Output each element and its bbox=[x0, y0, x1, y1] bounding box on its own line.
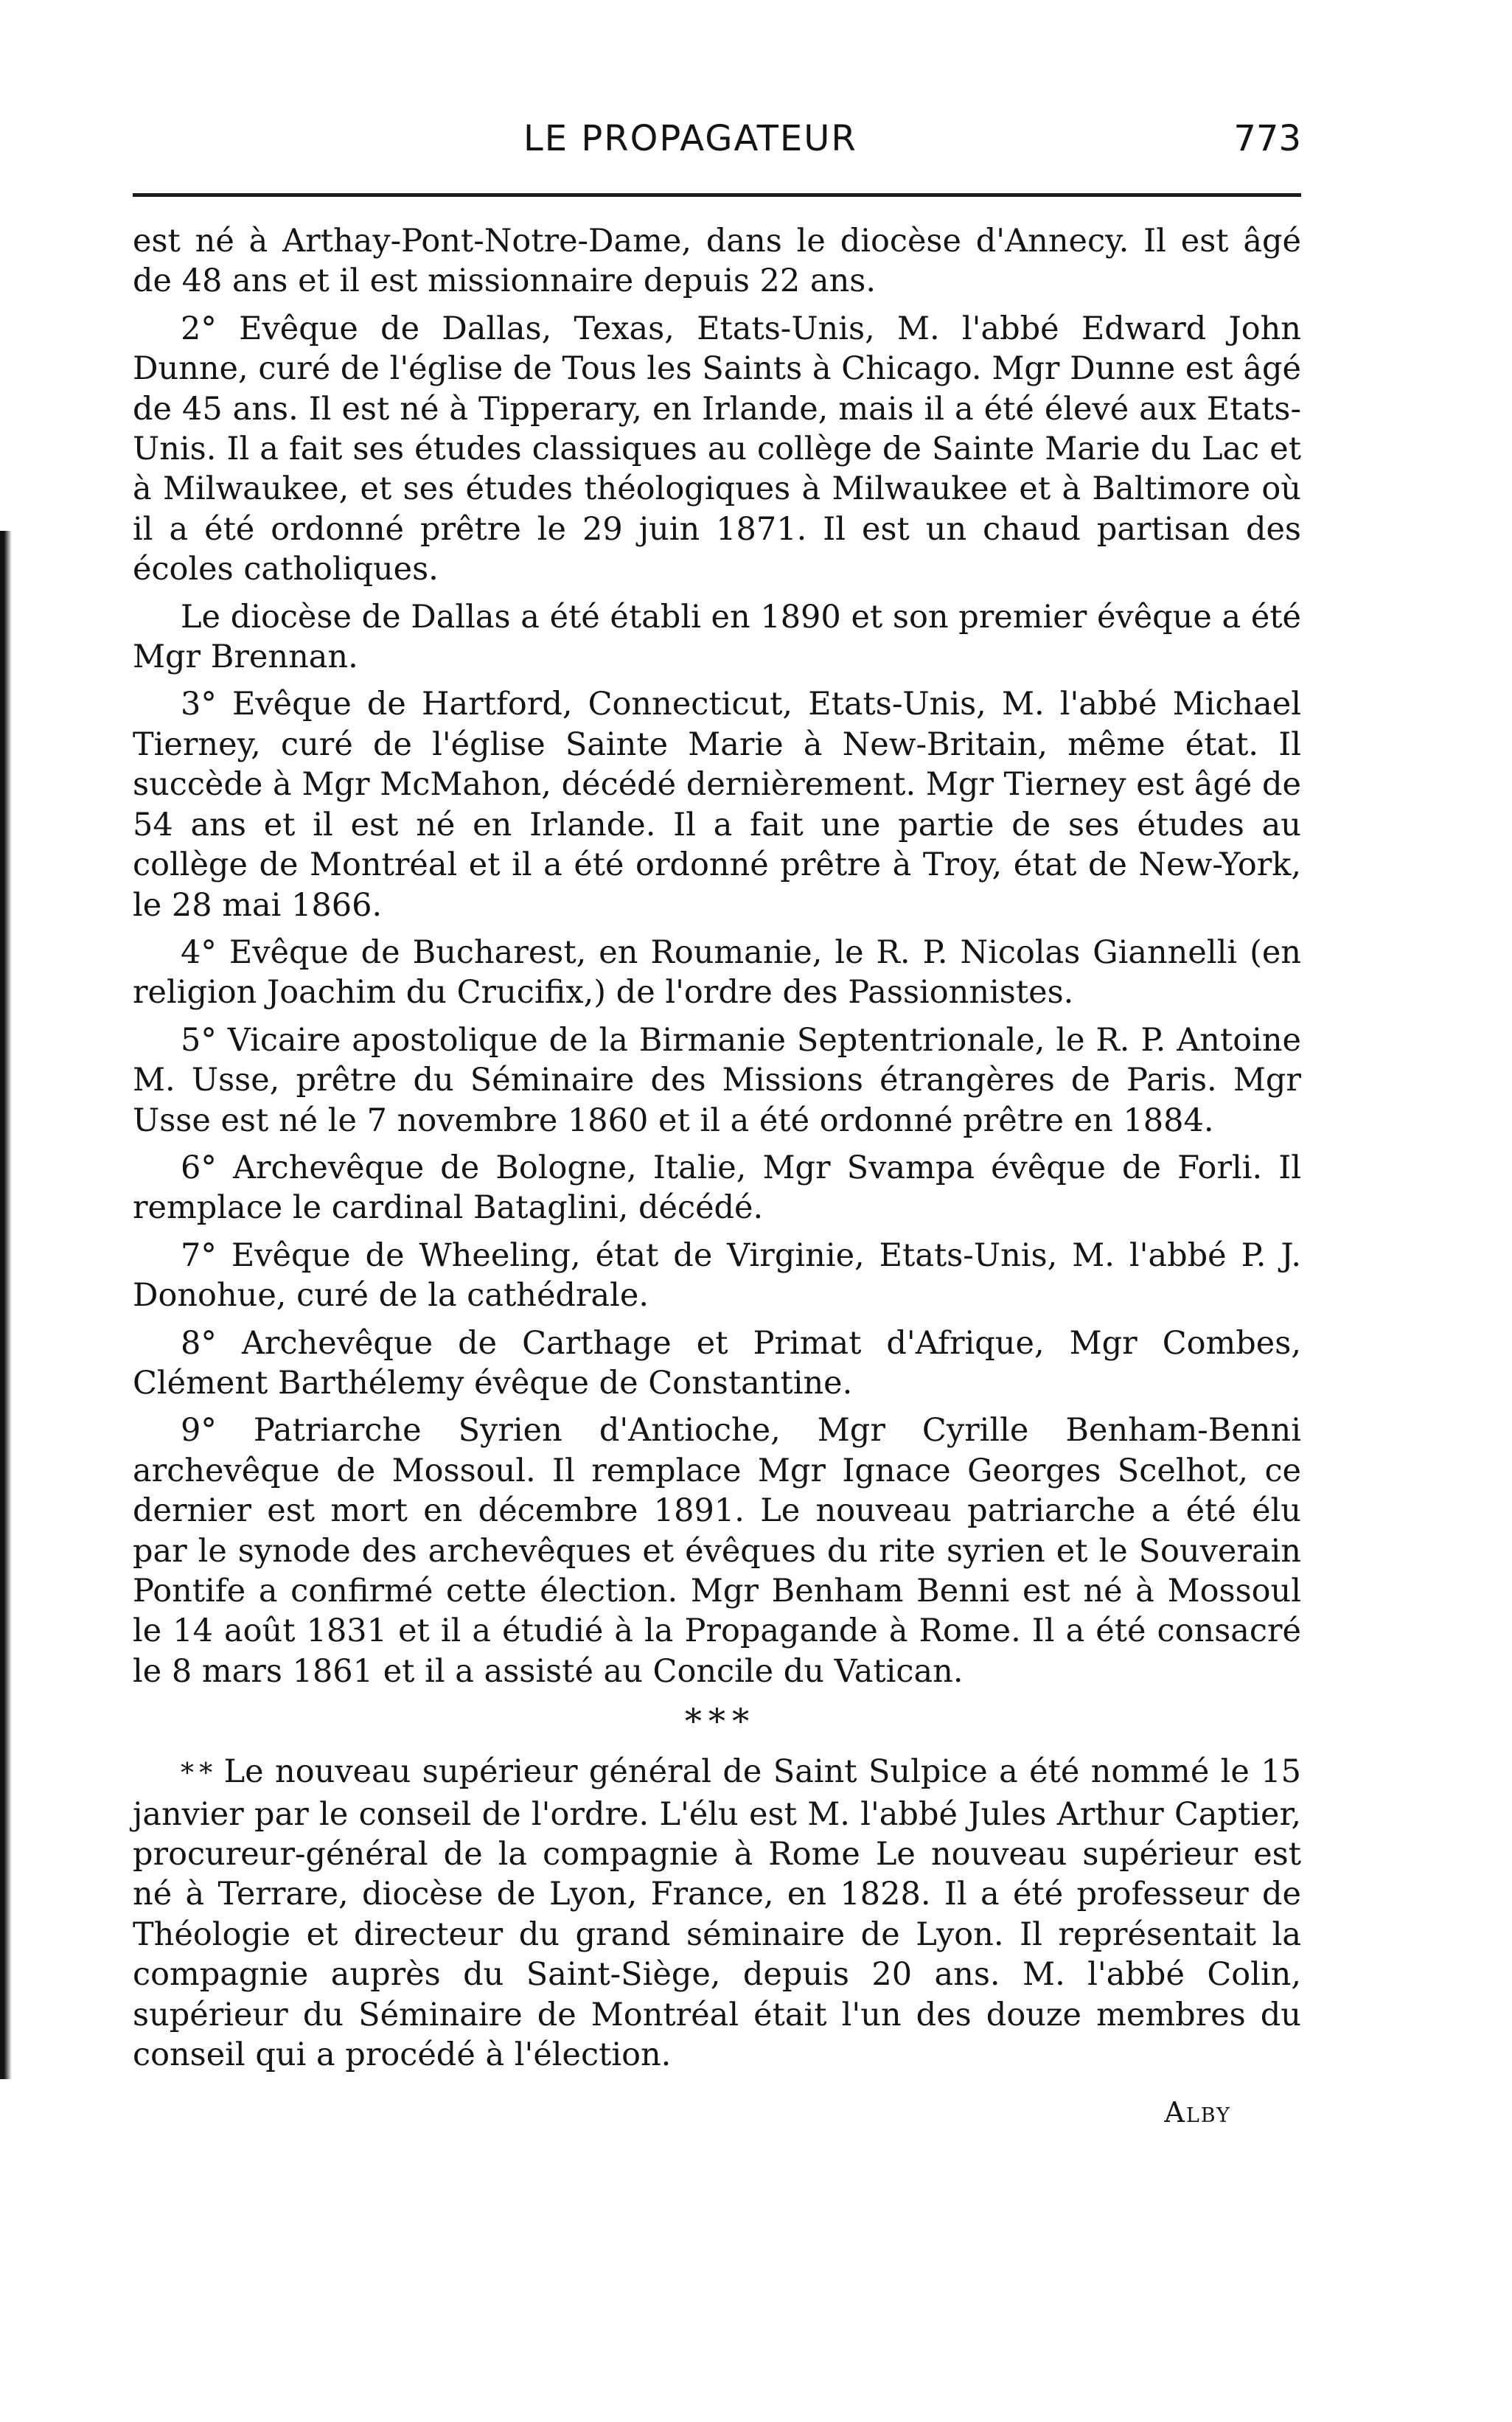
paragraph-hartford: 3° Evêque de Hartford, Connecticut, Etats-Unis, M. l'abbé Michael Tierney, curé de l'église Sainte Marie à New-Britain, même état. Il succède à Mgr McMahon, décédé dernièrement. Mgr Tierney est âgé de 54 ans et il est né en Irlande. Il a fait une partie de ses études au collège de Montréal et il a été ordonné prêtre à Troy, état de New-York, le 28 mai 1866. bbox=[133, 686, 1301, 924]
paragraph-continuation: est né à Arthay-Pont-Notre-Dame, dans le diocèse d'Annecy. Il est âgé de 48 ans et il est missionnaire depuis 22 ans. bbox=[133, 223, 1301, 300]
section-asterism: * * * bbox=[684, 1701, 750, 1741]
paragraph-dallas-diocese: Le diocèse de Dallas a été établi en 1890 et son premier évêque a été Mgr Brennan. bbox=[133, 598, 1301, 676]
paragraph-saint-sulpice bbox=[133, 1752, 1301, 2075]
paragraph-star-mark: * * bbox=[181, 1758, 213, 1789]
header-rule bbox=[133, 193, 1301, 197]
article-body bbox=[133, 221, 1301, 2133]
scan-edge-shadow bbox=[0, 531, 12, 2079]
paragraph-wheeling: 7° Evêque de Wheeling, état de Virginie, Etats-Unis, M. l'abbé P. J. Donohue, curé de la cathédrale. bbox=[133, 1236, 1301, 1315]
paragraph-dallas: 2° Evêque de Dallas, Texas, Etats-Unis, M. l'abbé Edward John Dunne, curé de l'église de Tous les Saints à Chicago. Mgr Dunne est âgé de 45 ans. Il est né à Tipperary, en Irlande, mais il a été élevé aux Etats-Unis. Il a fait ses études classiques au collège de Sainte Marie du Lac et à Milwaukee, et ses études théologiques à Milwaukee et à Baltimore où il a été ordonné prêtre le 29 juin 1871. Il est un chaud partisan des écoles catholiques. bbox=[133, 310, 1301, 588]
paragraph-bologne: 6° Archevêque de Bologne, Italie, Mgr Svampa évêque de Forli. Il remplace le cardinal Bataglini, décédé. bbox=[133, 1149, 1301, 1227]
paragraph-antioche: 9° Patriarche Syrien d'Antioche, Mgr Cyrille Benham-Benni archevêque de Mossoul. Il remplace Mgr Ignace Georges Scelhot, ce dernier est mort en décembre 1891. Le nouveau patriarche a été élu par le synode des archevêques et évêques du rite syrien et le Souverain Pontife a confirmé cette élection. Mgr Benham Benni est né à Mossoul le 14 août 1831 et il a étudié à la Propagande à Rome. Il a été consacré le 8 mars 1861 et il a assisté au Concile du Vatican. bbox=[133, 1412, 1301, 1690]
paragraph-saint-sulpice-text: Le nouveau supérieur général de Saint Sulpice a été nommé le 15 janvier par le conseil de l'ordre. L'élu est M. l'abbé Jules Arthur Captier, procureur-général de la compagnie à Rome Le nouveau supérieur est né à Terrare, diocèse de Lyon, France, en 1828. Il a été professeur de Théologie et directeur du grand séminaire de Lyon. Il représentait la compagnie auprès du Saint-Siège, depuis 20 ans. M. l'abbé Colin, supérieur du Séminaire de Montréal était l'un des douze membres du conseil qui a procédé à l'élection. bbox=[133, 1753, 1301, 2074]
paragraph-bucharest: 4° Evêque de Bucharest, en Roumanie, le R. P. Nicolas Giannelli (en religion Joachim du Crucifix,) de l'ordre des Passionnistes. bbox=[133, 933, 1301, 1012]
paragraph-carthage: 8° Archevêque de Carthage et Primat d'Afrique, Mgr Combes, Clément Barthélemy évêque de Constantine. bbox=[133, 1324, 1301, 1402]
running-head: LE PROPAGATEUR bbox=[523, 118, 857, 159]
page-number: 773 bbox=[1233, 118, 1301, 159]
author-signature: Alby bbox=[1164, 2096, 1231, 2129]
paragraph-birmanie: 5° Vicaire apostolique de la Birmanie Septentrionale, le R. P. Antoine M. Usse, prêtre du Séminaire des Missions étrangères de Paris. Mgr Usse est né le 7 novembre 1860 et il a été ordonné prêtre en 1884. bbox=[133, 1021, 1301, 1139]
page-header bbox=[133, 118, 1301, 170]
